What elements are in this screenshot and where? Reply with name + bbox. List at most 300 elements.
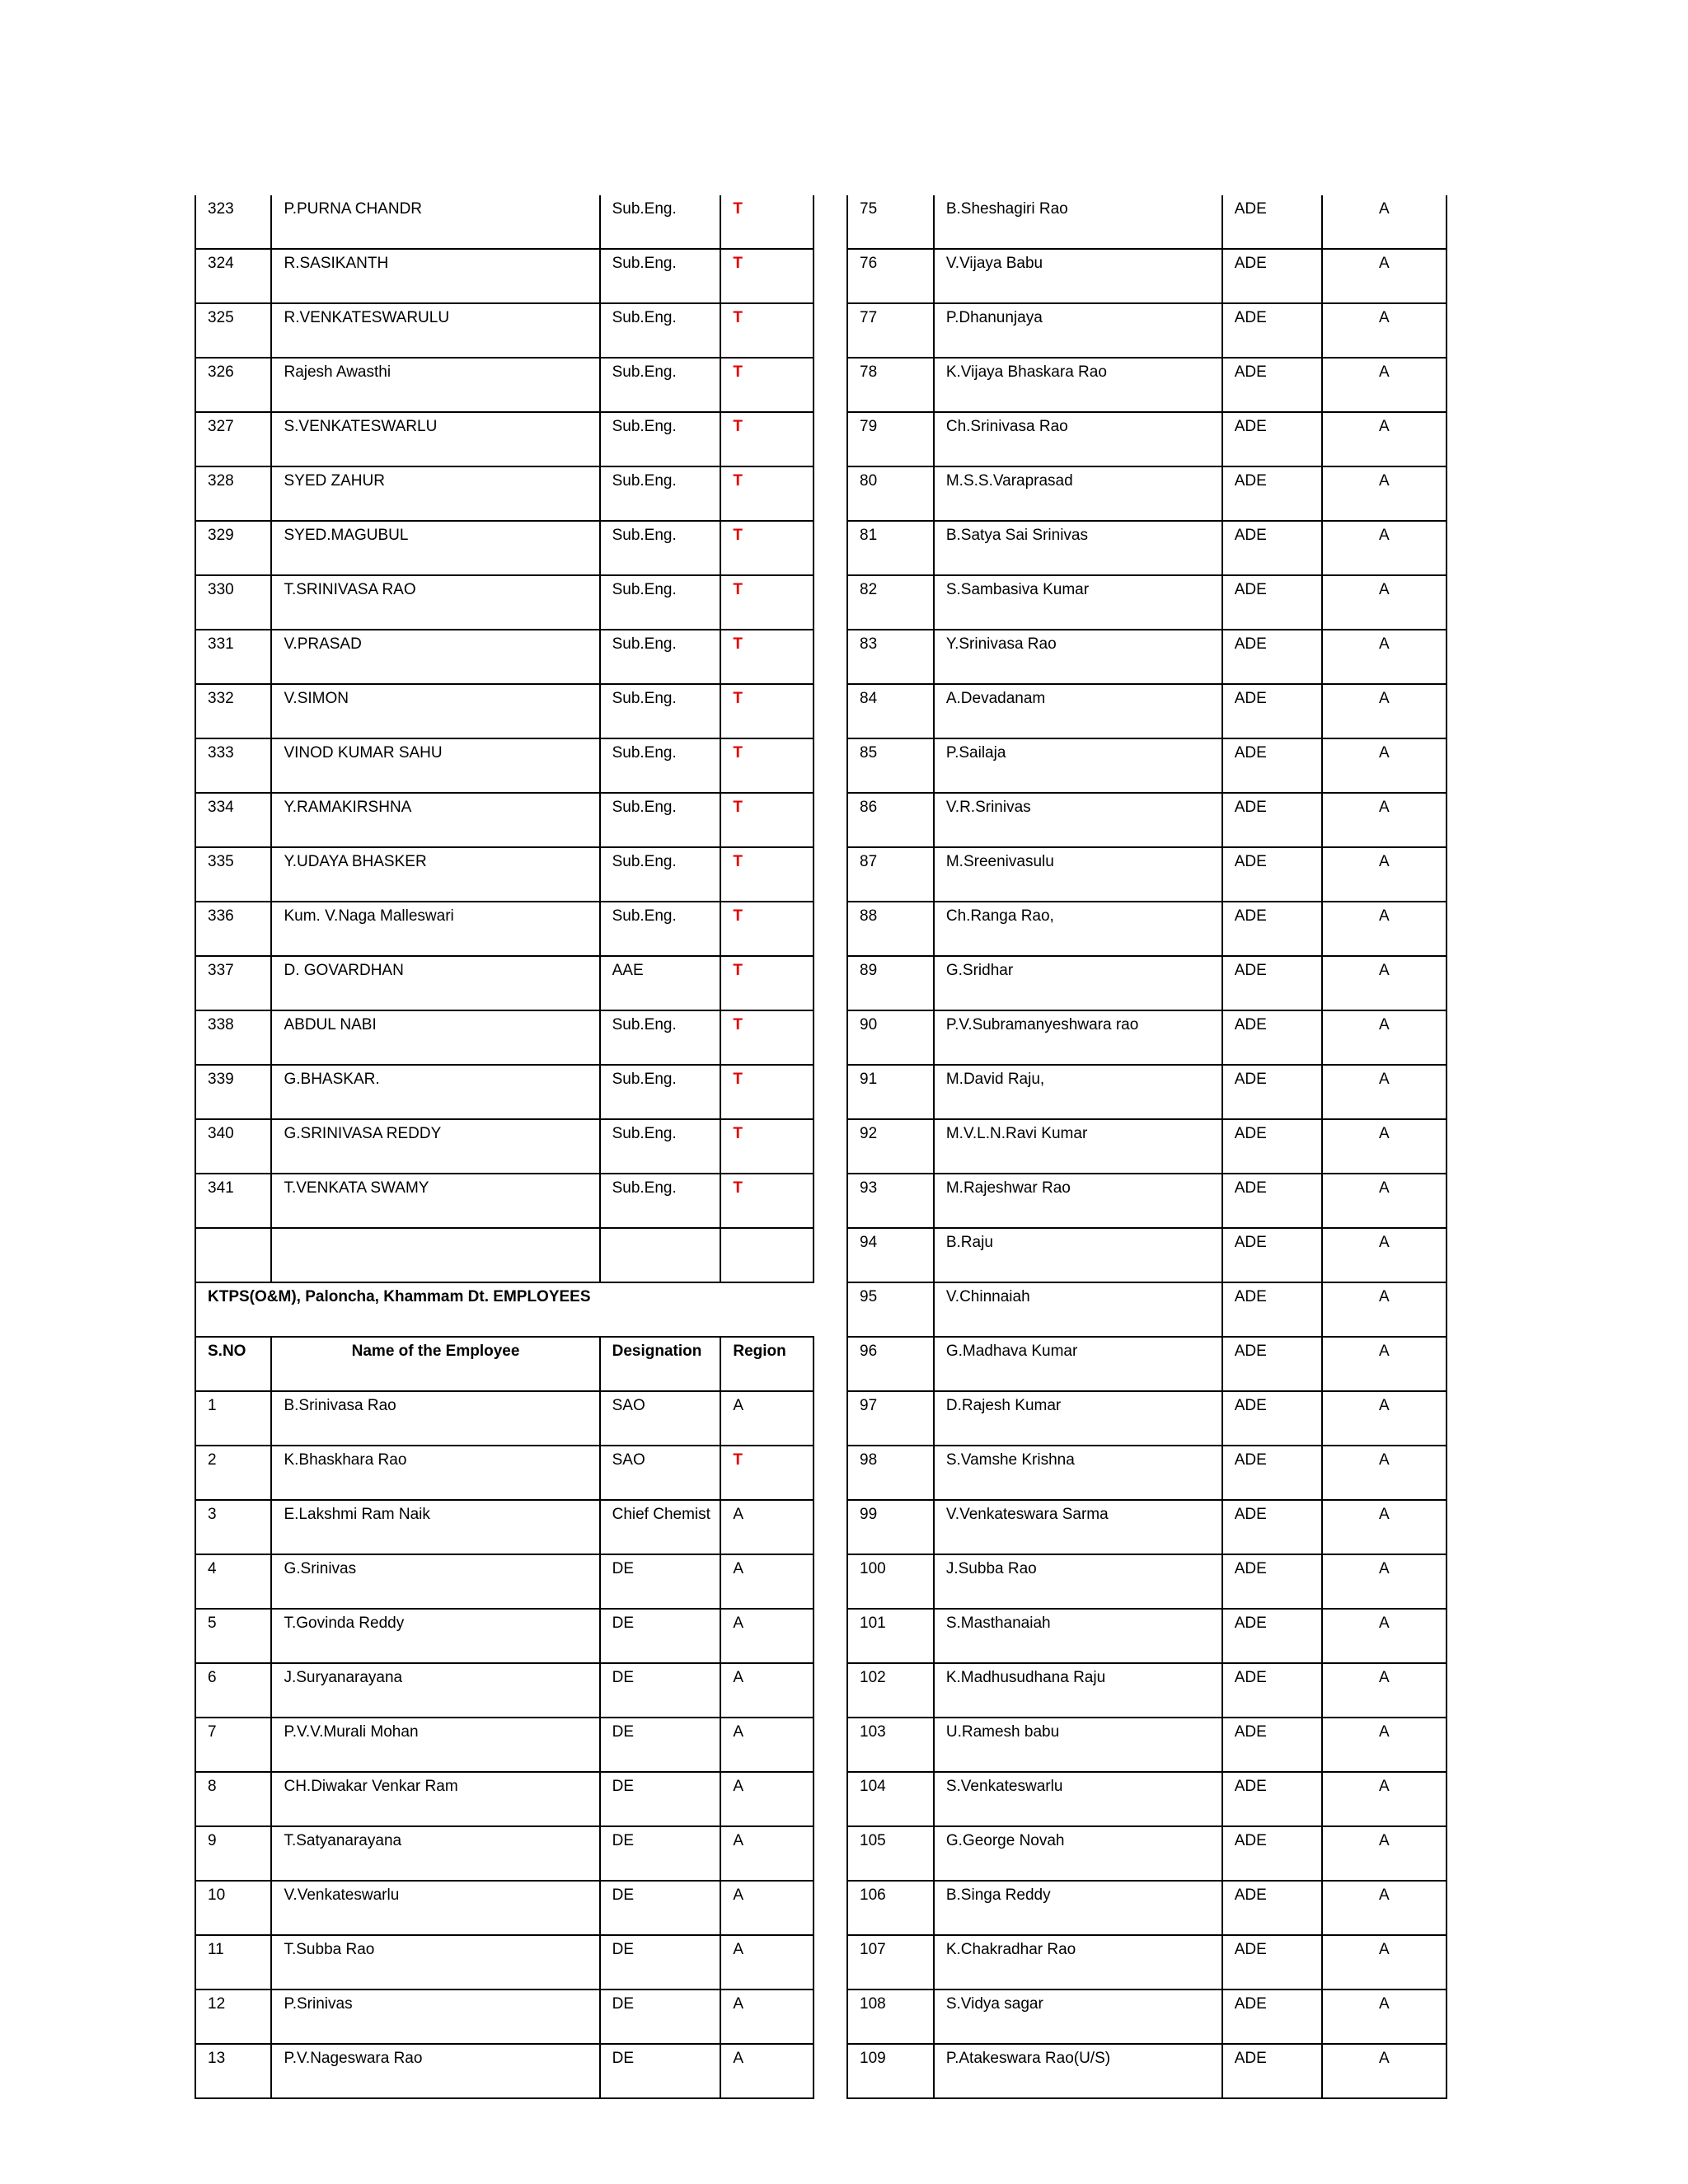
table-row <box>195 1119 814 1174</box>
region-cell: A <box>1322 956 1447 1010</box>
sno-cell: 80 <box>847 466 934 521</box>
table-row <box>847 1772 1447 1826</box>
employee-name-cell: K.Madhusudhana Raju <box>934 1663 1222 1718</box>
sno-cell: 88 <box>847 902 934 956</box>
table-row <box>847 1010 1447 1065</box>
region-cell: A <box>1322 1881 1447 1935</box>
region-cell: A <box>1322 195 1447 249</box>
designation-cell: DE <box>600 1663 721 1718</box>
designation-cell: Sub.Eng. <box>600 412 721 466</box>
table-row <box>847 1826 1447 1881</box>
designation-cell: Sub.Eng. <box>600 902 721 956</box>
sno-cell: 330 <box>195 575 271 630</box>
region-cell: A <box>720 1990 814 2044</box>
table-row <box>847 684 1447 738</box>
region-cell: T <box>720 684 814 738</box>
region-cell: A <box>1322 793 1447 847</box>
sno-cell: 13 <box>195 2044 271 2098</box>
sno-cell: 11 <box>195 1935 271 1990</box>
region-cell: T <box>720 195 814 249</box>
designation-cell: AAE <box>600 956 721 1010</box>
sno-cell: 8 <box>195 1772 271 1826</box>
table-row <box>195 1881 814 1935</box>
table-row <box>847 1228 1447 1282</box>
sno-cell: 5 <box>195 1609 271 1663</box>
designation-cell: ADE <box>1222 2044 1322 2098</box>
sno-cell: 327 <box>195 412 271 466</box>
designation-cell: ADE <box>1222 1881 1322 1935</box>
designation-cell: ADE <box>1222 1391 1322 1446</box>
designation-header: Designation <box>600 1337 721 1391</box>
table-row <box>195 1065 814 1119</box>
table-row <box>847 1337 1447 1391</box>
region-cell: A <box>1322 902 1447 956</box>
region-cell: T <box>720 1174 814 1228</box>
region-cell: A <box>1322 1119 1447 1174</box>
employee-name-cell: B.Srinivasa Rao <box>271 1391 599 1446</box>
employee-name-cell: T.Satyanarayana <box>271 1826 599 1881</box>
region-cell: A <box>1322 466 1447 521</box>
region-cell: A <box>1322 1609 1447 1663</box>
sno-cell: 94 <box>847 1228 934 1282</box>
employee-name-cell: K.Chakradhar Rao <box>934 1935 1222 1990</box>
region-cell: A <box>720 1881 814 1935</box>
employee-name-cell: V.Vijaya Babu <box>934 249 1222 303</box>
table-row <box>847 1500 1447 1554</box>
sno-cell: 339 <box>195 1065 271 1119</box>
region-cell: A <box>1322 1500 1447 1554</box>
sno-cell: 325 <box>195 303 271 358</box>
sno-cell: 79 <box>847 412 934 466</box>
designation-cell: Sub.Eng. <box>600 1119 721 1174</box>
sno-cell: 102 <box>847 1663 934 1718</box>
designation-cell: ADE <box>1222 358 1322 412</box>
designation-cell: ADE <box>1222 1500 1322 1554</box>
table-row <box>195 738 814 793</box>
table-row <box>195 2044 814 2098</box>
designation-cell: ADE <box>1222 738 1322 793</box>
designation-cell: Sub.Eng. <box>600 738 721 793</box>
designation-cell: ADE <box>1222 1718 1322 1772</box>
region-cell: A <box>1322 684 1447 738</box>
employee-name-cell: Y.RAMAKIRSHNA <box>271 793 599 847</box>
employee-name-cell: P.Dhanunjaya <box>934 303 1222 358</box>
sno-cell: 2 <box>195 1446 271 1500</box>
designation-cell: ADE <box>1222 249 1322 303</box>
table-row <box>847 1554 1447 1609</box>
table-row <box>847 1609 1447 1663</box>
sno-cell: 103 <box>847 1718 934 1772</box>
designation-cell: ADE <box>1222 195 1322 249</box>
designation-cell: DE <box>600 1554 721 1609</box>
employee-name-cell: Ch.Ranga Rao, <box>934 902 1222 956</box>
designation-cell: SAO <box>600 1391 721 1446</box>
region-cell: A <box>720 2044 814 2098</box>
designation-cell: Sub.Eng. <box>600 1174 721 1228</box>
region-cell: A <box>1322 1282 1447 1337</box>
sno-cell: 10 <box>195 1881 271 1935</box>
sno-cell: 93 <box>847 1174 934 1228</box>
designation-cell: Sub.Eng. <box>600 1065 721 1119</box>
employee-name-cell: Rajesh Awasthi <box>271 358 599 412</box>
empty-cell <box>720 1228 814 1282</box>
sno-cell: 87 <box>847 847 934 902</box>
sno-cell: 75 <box>847 195 934 249</box>
sno-header: S.NO <box>195 1337 271 1391</box>
designation-cell: Sub.Eng. <box>600 358 721 412</box>
designation-cell: ADE <box>1222 1010 1322 1065</box>
right-employee-table <box>846 195 1447 2099</box>
designation-cell: SAO <box>600 1446 721 1500</box>
employee-name-cell: B.Raju <box>934 1228 1222 1282</box>
employee-name-cell: V.Venkateswara Sarma <box>934 1500 1222 1554</box>
table-row <box>195 1990 814 2044</box>
table-row <box>195 358 814 412</box>
table-row <box>847 1119 1447 1174</box>
employee-name-cell: A.Devadanam <box>934 684 1222 738</box>
region-cell: A <box>1322 358 1447 412</box>
empty-cell <box>271 1228 599 1282</box>
sno-cell: 97 <box>847 1391 934 1446</box>
table-row <box>847 1990 1447 2044</box>
designation-cell: ADE <box>1222 630 1322 684</box>
sno-cell: 336 <box>195 902 271 956</box>
sno-cell: 109 <box>847 2044 934 2098</box>
region-cell: A <box>1322 1718 1447 1772</box>
header-row <box>195 1337 814 1391</box>
table-row <box>847 1065 1447 1119</box>
employee-name-cell: P.V.Nageswara Rao <box>271 2044 599 2098</box>
employee-name-cell: SYED.MAGUBUL <box>271 521 599 575</box>
employee-name-cell: Y.UDAYA BHASKER <box>271 847 599 902</box>
region-cell: A <box>720 1609 814 1663</box>
designation-cell: ADE <box>1222 1826 1322 1881</box>
employee-name-cell: M.Rajeshwar Rao <box>934 1174 1222 1228</box>
sno-cell: 324 <box>195 249 271 303</box>
designation-cell: Sub.Eng. <box>600 249 721 303</box>
region-cell: T <box>720 902 814 956</box>
sno-cell: 81 <box>847 521 934 575</box>
designation-cell: Sub.Eng. <box>600 575 721 630</box>
table-row <box>195 249 814 303</box>
table-row <box>195 521 814 575</box>
designation-cell: ADE <box>1222 303 1322 358</box>
region-cell: T <box>720 1119 814 1174</box>
designation-cell: Sub.Eng. <box>600 793 721 847</box>
sno-cell: 7 <box>195 1718 271 1772</box>
sno-cell: 108 <box>847 1990 934 2044</box>
table-row <box>195 1446 814 1500</box>
employee-name-cell: U.Ramesh babu <box>934 1718 1222 1772</box>
employee-name-cell: R.VENKATESWARULU <box>271 303 599 358</box>
designation-cell: ADE <box>1222 1065 1322 1119</box>
region-cell: A <box>1322 1391 1447 1446</box>
designation-cell: DE <box>600 1609 721 1663</box>
employee-name-cell: ABDUL NABI <box>271 1010 599 1065</box>
employee-name-cell: P.Atakeswara Rao(U/S) <box>934 2044 1222 2098</box>
sno-cell: 85 <box>847 738 934 793</box>
designation-cell: DE <box>600 1772 721 1826</box>
designation-cell: ADE <box>1222 521 1322 575</box>
designation-cell: DE <box>600 1990 721 2044</box>
designation-cell: ADE <box>1222 1446 1322 1500</box>
sno-cell: 333 <box>195 738 271 793</box>
region-cell: T <box>720 412 814 466</box>
designation-cell: ADE <box>1222 1990 1322 2044</box>
sno-cell: 6 <box>195 1663 271 1718</box>
sno-cell: 323 <box>195 195 271 249</box>
sno-cell: 338 <box>195 1010 271 1065</box>
sno-cell: 331 <box>195 630 271 684</box>
employee-name-cell: M.S.S.Varaprasad <box>934 466 1222 521</box>
table-row <box>195 847 814 902</box>
employee-name-cell: T.Subba Rao <box>271 1935 599 1990</box>
region-cell: A <box>1322 303 1447 358</box>
sno-cell: 77 <box>847 303 934 358</box>
table-row <box>847 793 1447 847</box>
employee-name-cell: P.V.Subramanyeshwara rao <box>934 1010 1222 1065</box>
designation-cell: DE <box>600 1881 721 1935</box>
employee-name-cell: K.Vijaya Bhaskara Rao <box>934 358 1222 412</box>
employee-name-cell: V.SIMON <box>271 684 599 738</box>
table-row <box>847 1718 1447 1772</box>
employee-name-cell: V.Chinnaiah <box>934 1282 1222 1337</box>
region-cell: A <box>1322 1446 1447 1500</box>
section-title-row <box>195 1282 814 1337</box>
region-cell: T <box>720 630 814 684</box>
sno-cell: 86 <box>847 793 934 847</box>
table-row <box>195 1663 814 1718</box>
designation-cell: ADE <box>1222 412 1322 466</box>
employee-name-cell: R.SASIKANTH <box>271 249 599 303</box>
table-row <box>847 1282 1447 1337</box>
employee-name-cell: Kum. V.Naga Malleswari <box>271 902 599 956</box>
region-cell: A <box>720 1500 814 1554</box>
designation-cell: Sub.Eng. <box>600 521 721 575</box>
table-row <box>195 575 814 630</box>
designation-cell: DE <box>600 1935 721 1990</box>
sno-cell: 89 <box>847 956 934 1010</box>
table-row <box>847 358 1447 412</box>
employee-name-cell: S.Venkateswarlu <box>934 1772 1222 1826</box>
employee-name-cell: G.Sridhar <box>934 956 1222 1010</box>
employee-name-cell: P.Srinivas <box>271 1990 599 2044</box>
designation-cell: ADE <box>1222 1228 1322 1282</box>
designation-cell: DE <box>600 2044 721 2098</box>
region-cell: A <box>1322 1663 1447 1718</box>
employee-name-cell: B.Satya Sai Srinivas <box>934 521 1222 575</box>
table-row <box>847 847 1447 902</box>
region-cell: A <box>1322 1990 1447 2044</box>
sno-cell: 98 <box>847 1446 934 1500</box>
region-cell: A <box>1322 1065 1447 1119</box>
region-cell: T <box>720 738 814 793</box>
designation-cell: DE <box>600 1826 721 1881</box>
table-row <box>195 1174 814 1228</box>
designation-cell: ADE <box>1222 684 1322 738</box>
designation-cell: Sub.Eng. <box>600 466 721 521</box>
designation-cell: ADE <box>1222 1935 1322 1990</box>
region-cell: T <box>720 466 814 521</box>
sno-cell: 83 <box>847 630 934 684</box>
designation-cell: ADE <box>1222 847 1322 902</box>
region-header: Region <box>720 1337 814 1391</box>
table-row <box>195 1554 814 1609</box>
sno-cell: 9 <box>195 1826 271 1881</box>
empty-row <box>195 1228 814 1282</box>
sno-cell: 92 <box>847 1119 934 1174</box>
employee-name-cell: K.Bhaskhara Rao <box>271 1446 599 1500</box>
employee-name-cell: G.Srinivas <box>271 1554 599 1609</box>
employee-name-cell: B.Sheshagiri Rao <box>934 195 1222 249</box>
region-cell: T <box>720 1065 814 1119</box>
employee-name-cell: S.VENKATESWARLU <box>271 412 599 466</box>
table-row <box>847 195 1447 249</box>
employee-name-cell: M.Sreenivasulu <box>934 847 1222 902</box>
region-cell: A <box>1322 249 1447 303</box>
sno-cell: 84 <box>847 684 934 738</box>
employee-name-cell: G.SRINIVASA REDDY <box>271 1119 599 1174</box>
employee-name-cell: Ch.Srinivasa Rao <box>934 412 1222 466</box>
sno-cell: 3 <box>195 1500 271 1554</box>
region-cell: T <box>720 521 814 575</box>
employee-name-cell: J.Suryanarayana <box>271 1663 599 1718</box>
table-row <box>195 1935 814 1990</box>
sno-cell: 78 <box>847 358 934 412</box>
table-row <box>847 1663 1447 1718</box>
designation-cell: Sub.Eng. <box>600 684 721 738</box>
region-cell: A <box>1322 2044 1447 2098</box>
designation-cell: ADE <box>1222 466 1322 521</box>
sno-cell: 76 <box>847 249 934 303</box>
region-cell: A <box>1322 1554 1447 1609</box>
sno-cell: 1 <box>195 1391 271 1446</box>
table-row <box>195 1391 814 1446</box>
designation-cell: ADE <box>1222 1663 1322 1718</box>
employee-name-cell: V.Venkateswarlu <box>271 1881 599 1935</box>
designation-cell: DE <box>600 1718 721 1772</box>
employee-name-cell: T.Govinda Reddy <box>271 1609 599 1663</box>
employee-name-cell: G.BHASKAR. <box>271 1065 599 1119</box>
sno-cell: 95 <box>847 1282 934 1337</box>
designation-cell: ADE <box>1222 902 1322 956</box>
designation-cell: ADE <box>1222 1174 1322 1228</box>
employee-name-cell: B.Singa Reddy <box>934 1881 1222 1935</box>
sno-cell: 106 <box>847 1881 934 1935</box>
employee-name-cell: P.V.V.Murali Mohan <box>271 1718 599 1772</box>
table-row <box>847 2044 1447 2098</box>
region-cell: A <box>720 1772 814 1826</box>
table-row <box>195 1010 814 1065</box>
table-row <box>847 1174 1447 1228</box>
sno-cell: 4 <box>195 1554 271 1609</box>
region-cell: T <box>720 358 814 412</box>
designation-cell: Sub.Eng. <box>600 847 721 902</box>
employee-name-cell: VINOD KUMAR SAHU <box>271 738 599 793</box>
region-cell: T <box>720 575 814 630</box>
sno-cell: 326 <box>195 358 271 412</box>
table-row <box>847 521 1447 575</box>
table-row <box>847 466 1447 521</box>
designation-cell: ADE <box>1222 956 1322 1010</box>
employee-name-cell: G.George Novah <box>934 1826 1222 1881</box>
empty-cell <box>600 1228 721 1282</box>
designation-cell: ADE <box>1222 1609 1322 1663</box>
designation-cell: Chief Chemist <box>600 1500 721 1554</box>
designation-cell: ADE <box>1222 575 1322 630</box>
region-cell: T <box>720 793 814 847</box>
employee-name-cell: Y.Srinivasa Rao <box>934 630 1222 684</box>
region-cell: A <box>1322 1010 1447 1065</box>
region-cell: A <box>720 1391 814 1446</box>
sno-cell: 105 <box>847 1826 934 1881</box>
region-cell: T <box>720 847 814 902</box>
table-row <box>195 1718 814 1772</box>
designation-cell: ADE <box>1222 1119 1322 1174</box>
region-cell: A <box>1322 1935 1447 1990</box>
empty-cell <box>195 1228 271 1282</box>
sno-cell: 91 <box>847 1065 934 1119</box>
sno-cell: 335 <box>195 847 271 902</box>
sno-cell: 341 <box>195 1174 271 1228</box>
employee-name-cell: S.Vamshe Krishna <box>934 1446 1222 1500</box>
employee-name-cell: S.Vidya sagar <box>934 1990 1222 2044</box>
sno-cell: 101 <box>847 1609 934 1663</box>
region-cell: A <box>1322 847 1447 902</box>
sno-cell: 90 <box>847 1010 934 1065</box>
employee-name-cell: SYED ZAHUR <box>271 466 599 521</box>
employee-name-cell: D.Rajesh Kumar <box>934 1391 1222 1446</box>
sno-cell: 82 <box>847 575 934 630</box>
region-cell: A <box>720 1718 814 1772</box>
region-cell: A <box>1322 1337 1447 1391</box>
employee-name-cell: P.PURNA CHANDR <box>271 195 599 249</box>
sno-cell: 328 <box>195 466 271 521</box>
table-row <box>195 195 814 249</box>
region-cell: A <box>720 1554 814 1609</box>
sno-cell: 100 <box>847 1554 934 1609</box>
table-row <box>847 1881 1447 1935</box>
designation-cell: Sub.Eng. <box>600 630 721 684</box>
table-row <box>847 1391 1447 1446</box>
region-cell: A <box>720 1935 814 1990</box>
table-row <box>195 1609 814 1663</box>
employee-name-cell: S.Sambasiva Kumar <box>934 575 1222 630</box>
table-row <box>195 630 814 684</box>
table-row <box>847 956 1447 1010</box>
designation-cell: ADE <box>1222 1282 1322 1337</box>
region-cell: T <box>720 956 814 1010</box>
sno-cell: 104 <box>847 1772 934 1826</box>
region-cell: A <box>1322 1826 1447 1881</box>
table-row <box>195 1772 814 1826</box>
employee-name-cell: D. GOVARDHAN <box>271 956 599 1010</box>
employee-name-cell: M.V.L.N.Ravi Kumar <box>934 1119 1222 1174</box>
table-row <box>847 738 1447 793</box>
sno-cell: 337 <box>195 956 271 1010</box>
region-cell: A <box>1322 1228 1447 1282</box>
table-row <box>847 249 1447 303</box>
designation-cell: Sub.Eng. <box>600 195 721 249</box>
designation-cell: ADE <box>1222 1554 1322 1609</box>
employee-name-cell: V.PRASAD <box>271 630 599 684</box>
employee-name-cell: T.VENKATA SWAMY <box>271 1174 599 1228</box>
employee-name-cell: M.David Raju, <box>934 1065 1222 1119</box>
designation-cell: ADE <box>1222 1337 1322 1391</box>
region-cell: T <box>720 1010 814 1065</box>
sno-cell: 334 <box>195 793 271 847</box>
table-row <box>195 412 814 466</box>
